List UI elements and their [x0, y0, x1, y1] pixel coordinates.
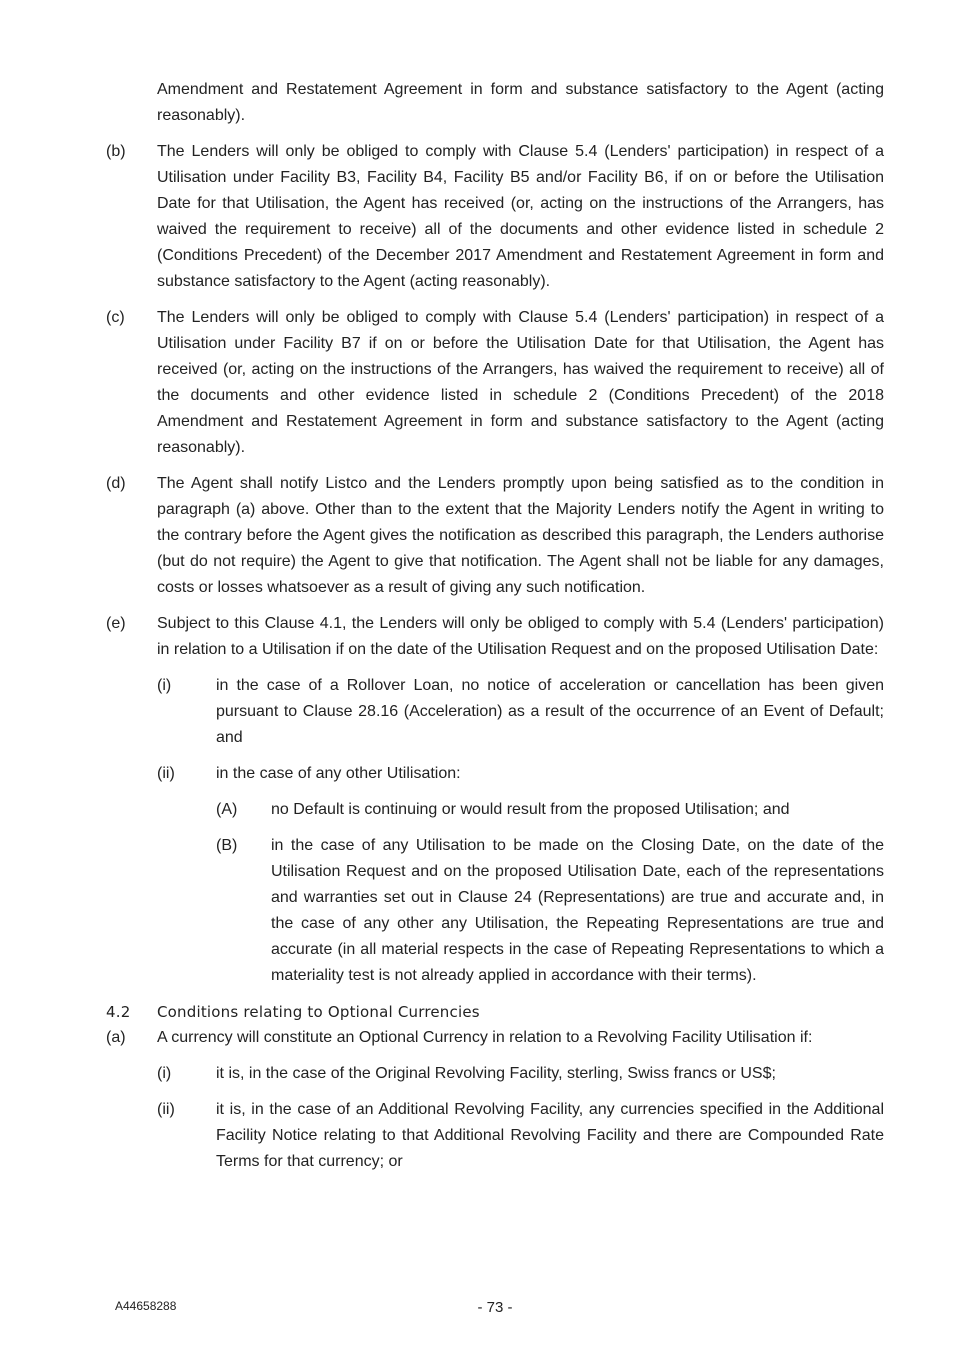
clause-label: (b): [106, 143, 126, 160]
clause-label: (a): [106, 1029, 126, 1046]
section-heading-text: Conditions relating to Optional Currencies: [157, 1003, 480, 1021]
clause-text: it is, in the case of an Additional Revolving Facility, any currencies specified in the Additional Facility Notice relating to that Additional Revolving Facility and there are Compounded Rate Terms for that currency; or: [216, 1101, 884, 1170]
clause-paragraph: [0, 797, 965, 823]
clause-label: (c): [106, 309, 125, 326]
page-number: - 73 -: [477, 1299, 513, 1316]
document-body: [0, 77, 965, 1185]
clause-paragraph: [0, 77, 965, 129]
clause-text: in the case of any other Utilisation:: [216, 765, 461, 782]
clause-text: Subject to this Clause 4.1, the Lenders will only be obliged to comply with 5.4 (Lenders' participation) in relation to a Utilisation if on the date of the Utilisation Request and on the proposed Utilisation Date:: [157, 615, 884, 658]
clause-label: (B): [216, 837, 238, 854]
clause-paragraph: [0, 761, 965, 787]
clause-paragraph: [0, 833, 965, 989]
clause-text: The Lenders will only be obliged to comply with Clause 5.4 (Lenders' participation) in respect of a Utilisation under Facility B7 if on or before the Utilisation Date for that Utilisation, the Agent has received (or, acting on the instructions of the Arrangers, has waived the requirement to receive) all of the documents and other evidence listed in schedule 2 (Conditions Precedent) of the 2018 Amendment and Restatement Agreement in form and substance satisfactory to the Agent (acting reasonably).: [157, 309, 884, 456]
clause-paragraph: [0, 1061, 965, 1087]
clause-label: (e): [106, 615, 126, 632]
clause-text: in the case of a Rollover Loan, no notice of acceleration or cancellation has been given pursuant to Clause 28.16 (Acceleration) as a result of the occurrence of an Event of Default; and: [216, 677, 884, 746]
clause-paragraph: [0, 1097, 965, 1175]
clause-label: (ii): [157, 765, 175, 782]
clause-label: 4.2: [106, 1003, 131, 1021]
clause-text: Amendment and Restatement Agreement in form and substance satisfactory to the Agent (acting reasonably).: [157, 81, 884, 124]
clause-paragraph: [0, 673, 965, 751]
document-reference: A44658288: [115, 1299, 177, 1313]
clause-text: The Agent shall notify Listco and the Lenders promptly upon being satisfied as to the condition in paragraph (a) above. Other than to the extent that the Majority Lenders notify the Agent in writing to the contrary before the Agent gives the notification as described this paragraph, the Lenders authorise (but do not require) the Agent to give that notification. The Agent shall not be liable for any damages, costs or losses whatsoever as a result of giving any such notification.: [157, 475, 884, 596]
clause-paragraph: [0, 611, 965, 663]
clause-label: (A): [216, 801, 238, 818]
clause-label: (i): [157, 677, 172, 694]
clause-paragraph: [0, 305, 965, 461]
clause-label: (i): [157, 1065, 172, 1082]
clause-paragraph: [0, 1025, 965, 1051]
clause-label: (d): [106, 475, 126, 492]
clause-paragraph: [0, 139, 965, 295]
clause-text: it is, in the case of the Original Revolving Facility, sterling, Swiss francs or US$;: [216, 1065, 776, 1082]
clause-label: (ii): [157, 1101, 175, 1118]
clause-text: A currency will constitute an Optional Currency in relation to a Revolving Facility Utilisation if:: [157, 1029, 813, 1046]
clause-text: The Lenders will only be obliged to comply with Clause 5.4 (Lenders' participation) in respect of a Utilisation under Facility B3, Facility B4, Facility B5 and/or Facility B6, if on or before the Utilisation Date for that Utilisation, the Agent has received (or, acting on the instructions of the Arrangers, has waived the requirement to receive) all of the documents and other evidence listed in schedule 2 (Conditions Precedent) of the December 2017 Amendment and Restatement Agreement in form and substance satisfactory to the Agent (acting reasonably).: [157, 143, 884, 290]
clause-text: no Default is continuing or would result from the proposed Utilisation; and: [271, 801, 790, 818]
clause-paragraph: [0, 471, 965, 601]
section-heading: [0, 999, 965, 1025]
clause-text: in the case of any Utilisation to be made on the Closing Date, on the date of the Utilisation Request and on the proposed Utilisation Date, each of the representations and warranties set out in Clause 24 (Representations) are true and accurate and, in the case of any other any Utilisation, the Repeating Representations are true and accurate (in all material respects in the case of Repeating Representations to which a materiality test is not already applied in accordance with their terms).: [271, 837, 884, 984]
